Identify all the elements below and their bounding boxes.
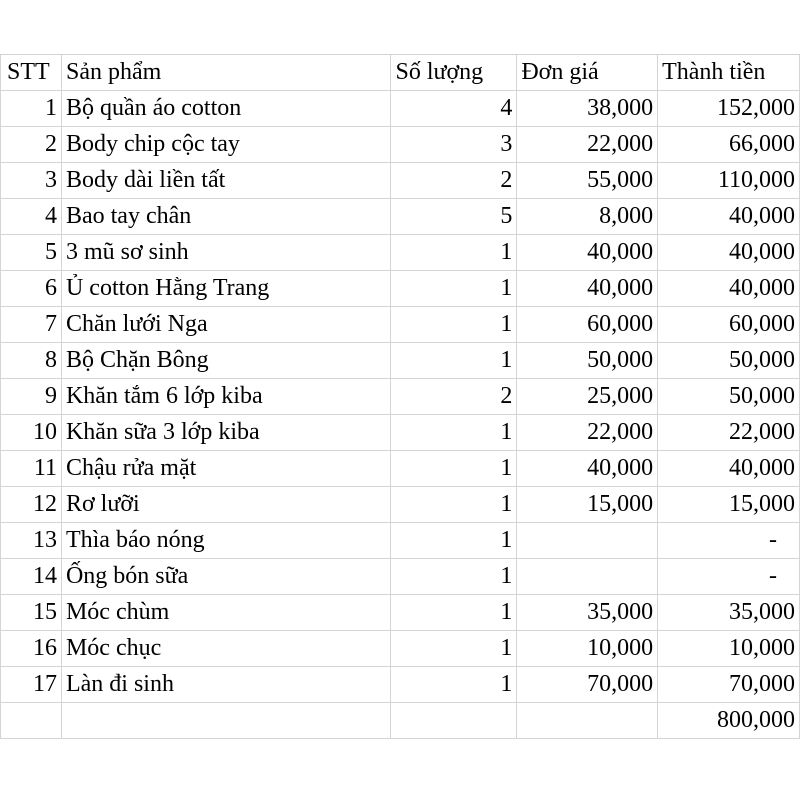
cell-stt[interactable]: 9 — [1, 379, 62, 415]
cell-total[interactable]: 35,000 — [658, 595, 800, 631]
table-row — [1, 343, 800, 379]
grand-total-row — [1, 703, 800, 739]
cell-product[interactable]: Khăn tắm 6 lớp kiba — [61, 379, 391, 415]
cell-stt[interactable]: 4 — [1, 199, 62, 235]
cell-total[interactable]: 40,000 — [658, 451, 800, 487]
header-product[interactable]: Sản phẩm — [61, 55, 391, 91]
table-row — [1, 559, 800, 595]
cell-quantity[interactable]: 1 — [391, 343, 517, 379]
cell-total[interactable]: 15,000 — [658, 487, 800, 523]
table-row — [1, 595, 800, 631]
cell-product[interactable]: Ủ cotton Hằng Trang — [61, 271, 391, 307]
cell-unit-price[interactable]: 38,000 — [517, 91, 658, 127]
cell-stt[interactable]: 10 — [1, 415, 62, 451]
cell-unit-price[interactable]: 60,000 — [517, 307, 658, 343]
table-row — [1, 163, 800, 199]
spreadsheet-table — [0, 54, 800, 739]
empty-cell[interactable] — [1, 703, 62, 739]
cell-quantity[interactable]: 3 — [391, 127, 517, 163]
cell-unit-price[interactable]: 40,000 — [517, 235, 658, 271]
cell-total[interactable]: 22,000 — [658, 415, 800, 451]
cell-quantity[interactable]: 2 — [391, 163, 517, 199]
cell-unit-price[interactable] — [517, 559, 658, 595]
cell-unit-price[interactable]: 40,000 — [517, 271, 658, 307]
table-row — [1, 271, 800, 307]
cell-unit-price[interactable]: 35,000 — [517, 595, 658, 631]
cell-unit-price[interactable]: 25,000 — [517, 379, 658, 415]
cell-product[interactable]: 3 mũ sơ sinh — [61, 235, 391, 271]
cell-unit-price[interactable]: 8,000 — [517, 199, 658, 235]
cell-product[interactable]: Khăn sữa 3 lớp kiba — [61, 415, 391, 451]
cell-quantity[interactable]: 1 — [391, 595, 517, 631]
cell-quantity[interactable]: 1 — [391, 307, 517, 343]
cell-product[interactable]: Ống bón sữa — [61, 559, 391, 595]
empty-cell[interactable] — [391, 703, 517, 739]
cell-quantity[interactable]: 1 — [391, 559, 517, 595]
cell-stt[interactable]: 7 — [1, 307, 62, 343]
table-row — [1, 379, 800, 415]
grand-total-cell[interactable]: 800,000 — [658, 703, 800, 739]
cell-unit-price[interactable]: 70,000 — [517, 667, 658, 703]
cell-total[interactable]: 40,000 — [658, 271, 800, 307]
empty-cell[interactable] — [517, 703, 658, 739]
cell-quantity[interactable]: 2 — [391, 379, 517, 415]
empty-cell[interactable] — [61, 703, 391, 739]
cell-quantity[interactable]: 1 — [391, 271, 517, 307]
table-row — [1, 487, 800, 523]
cell-product[interactable]: Body dài liền tất — [61, 163, 391, 199]
cell-stt[interactable]: 16 — [1, 631, 62, 667]
cell-quantity[interactable]: 1 — [391, 667, 517, 703]
cell-stt[interactable]: 11 — [1, 451, 62, 487]
cell-quantity[interactable]: 1 — [391, 451, 517, 487]
table-row — [1, 451, 800, 487]
cell-total[interactable]: 110,000 — [658, 163, 800, 199]
cell-total[interactable]: 60,000 — [658, 307, 800, 343]
cell-quantity[interactable]: 5 — [391, 199, 517, 235]
cell-total[interactable]: 50,000 — [658, 379, 800, 415]
cell-total[interactable]: 40,000 — [658, 199, 800, 235]
table-row — [1, 307, 800, 343]
cell-quantity[interactable]: 1 — [391, 523, 517, 559]
cell-product[interactable]: Móc chục — [61, 631, 391, 667]
cell-unit-price[interactable]: 22,000 — [517, 415, 658, 451]
cell-stt[interactable]: 3 — [1, 163, 62, 199]
cell-total[interactable]: 50,000 — [658, 343, 800, 379]
cell-unit-price[interactable]: 55,000 — [517, 163, 658, 199]
cell-quantity[interactable]: 4 — [391, 91, 517, 127]
cell-total[interactable]: 152,000 — [658, 91, 800, 127]
cell-product[interactable]: Rơ lưỡi — [61, 487, 391, 523]
cell-total[interactable]: 40,000 — [658, 235, 800, 271]
cell-stt[interactable]: 12 — [1, 487, 62, 523]
cell-product[interactable]: Móc chùm — [61, 595, 391, 631]
cell-unit-price[interactable]: 40,000 — [517, 451, 658, 487]
cell-stt[interactable]: 13 — [1, 523, 62, 559]
cell-product[interactable]: Bộ quần áo cotton — [61, 91, 391, 127]
cell-unit-price[interactable]: 22,000 — [517, 127, 658, 163]
cell-total[interactable]: - — [658, 523, 800, 559]
header-total[interactable]: Thành tiền — [658, 55, 800, 91]
table-row — [1, 127, 800, 163]
cell-product[interactable]: Bộ Chặn Bông — [61, 343, 391, 379]
cell-unit-price[interactable]: 15,000 — [517, 487, 658, 523]
cell-product[interactable]: Chăn lưới Nga — [61, 307, 391, 343]
cell-stt[interactable]: 15 — [1, 595, 62, 631]
cell-product[interactable]: Bao tay chân — [61, 199, 391, 235]
cell-quantity[interactable]: 1 — [391, 235, 517, 271]
cell-stt[interactable]: 2 — [1, 127, 62, 163]
cell-quantity[interactable]: 1 — [391, 631, 517, 667]
cell-quantity[interactable]: 1 — [391, 415, 517, 451]
table-row — [1, 667, 800, 703]
table-row — [1, 523, 800, 559]
cell-total[interactable]: 70,000 — [658, 667, 800, 703]
cell-total[interactable]: 66,000 — [658, 127, 800, 163]
table-row — [1, 631, 800, 667]
cell-stt[interactable]: 5 — [1, 235, 62, 271]
header-row — [1, 55, 800, 91]
cell-product[interactable]: Body chip cộc tay — [61, 127, 391, 163]
cell-product[interactable]: Chậu rửa mặt — [61, 451, 391, 487]
header-stt[interactable]: STT — [1, 55, 62, 91]
cell-quantity[interactable]: 1 — [391, 487, 517, 523]
cell-stt[interactable]: 17 — [1, 667, 62, 703]
cell-stt[interactable]: 14 — [1, 559, 62, 595]
cell-stt[interactable]: 8 — [1, 343, 62, 379]
cell-total[interactable]: 10,000 — [658, 631, 800, 667]
cell-stt[interactable]: 1 — [1, 91, 62, 127]
table-row — [1, 235, 800, 271]
cell-product[interactable]: Thìa báo nóng — [61, 523, 391, 559]
header-quantity[interactable]: Số lượng — [391, 55, 517, 91]
table-row — [1, 91, 800, 127]
cell-stt[interactable]: 6 — [1, 271, 62, 307]
table-row — [1, 415, 800, 451]
cell-total[interactable]: - — [658, 559, 800, 595]
cell-unit-price[interactable] — [517, 523, 658, 559]
cell-product[interactable]: Làn đi sinh — [61, 667, 391, 703]
cell-unit-price[interactable]: 50,000 — [517, 343, 658, 379]
table-row — [1, 199, 800, 235]
header-unit-price[interactable]: Đơn giá — [517, 55, 658, 91]
cell-unit-price[interactable]: 10,000 — [517, 631, 658, 667]
